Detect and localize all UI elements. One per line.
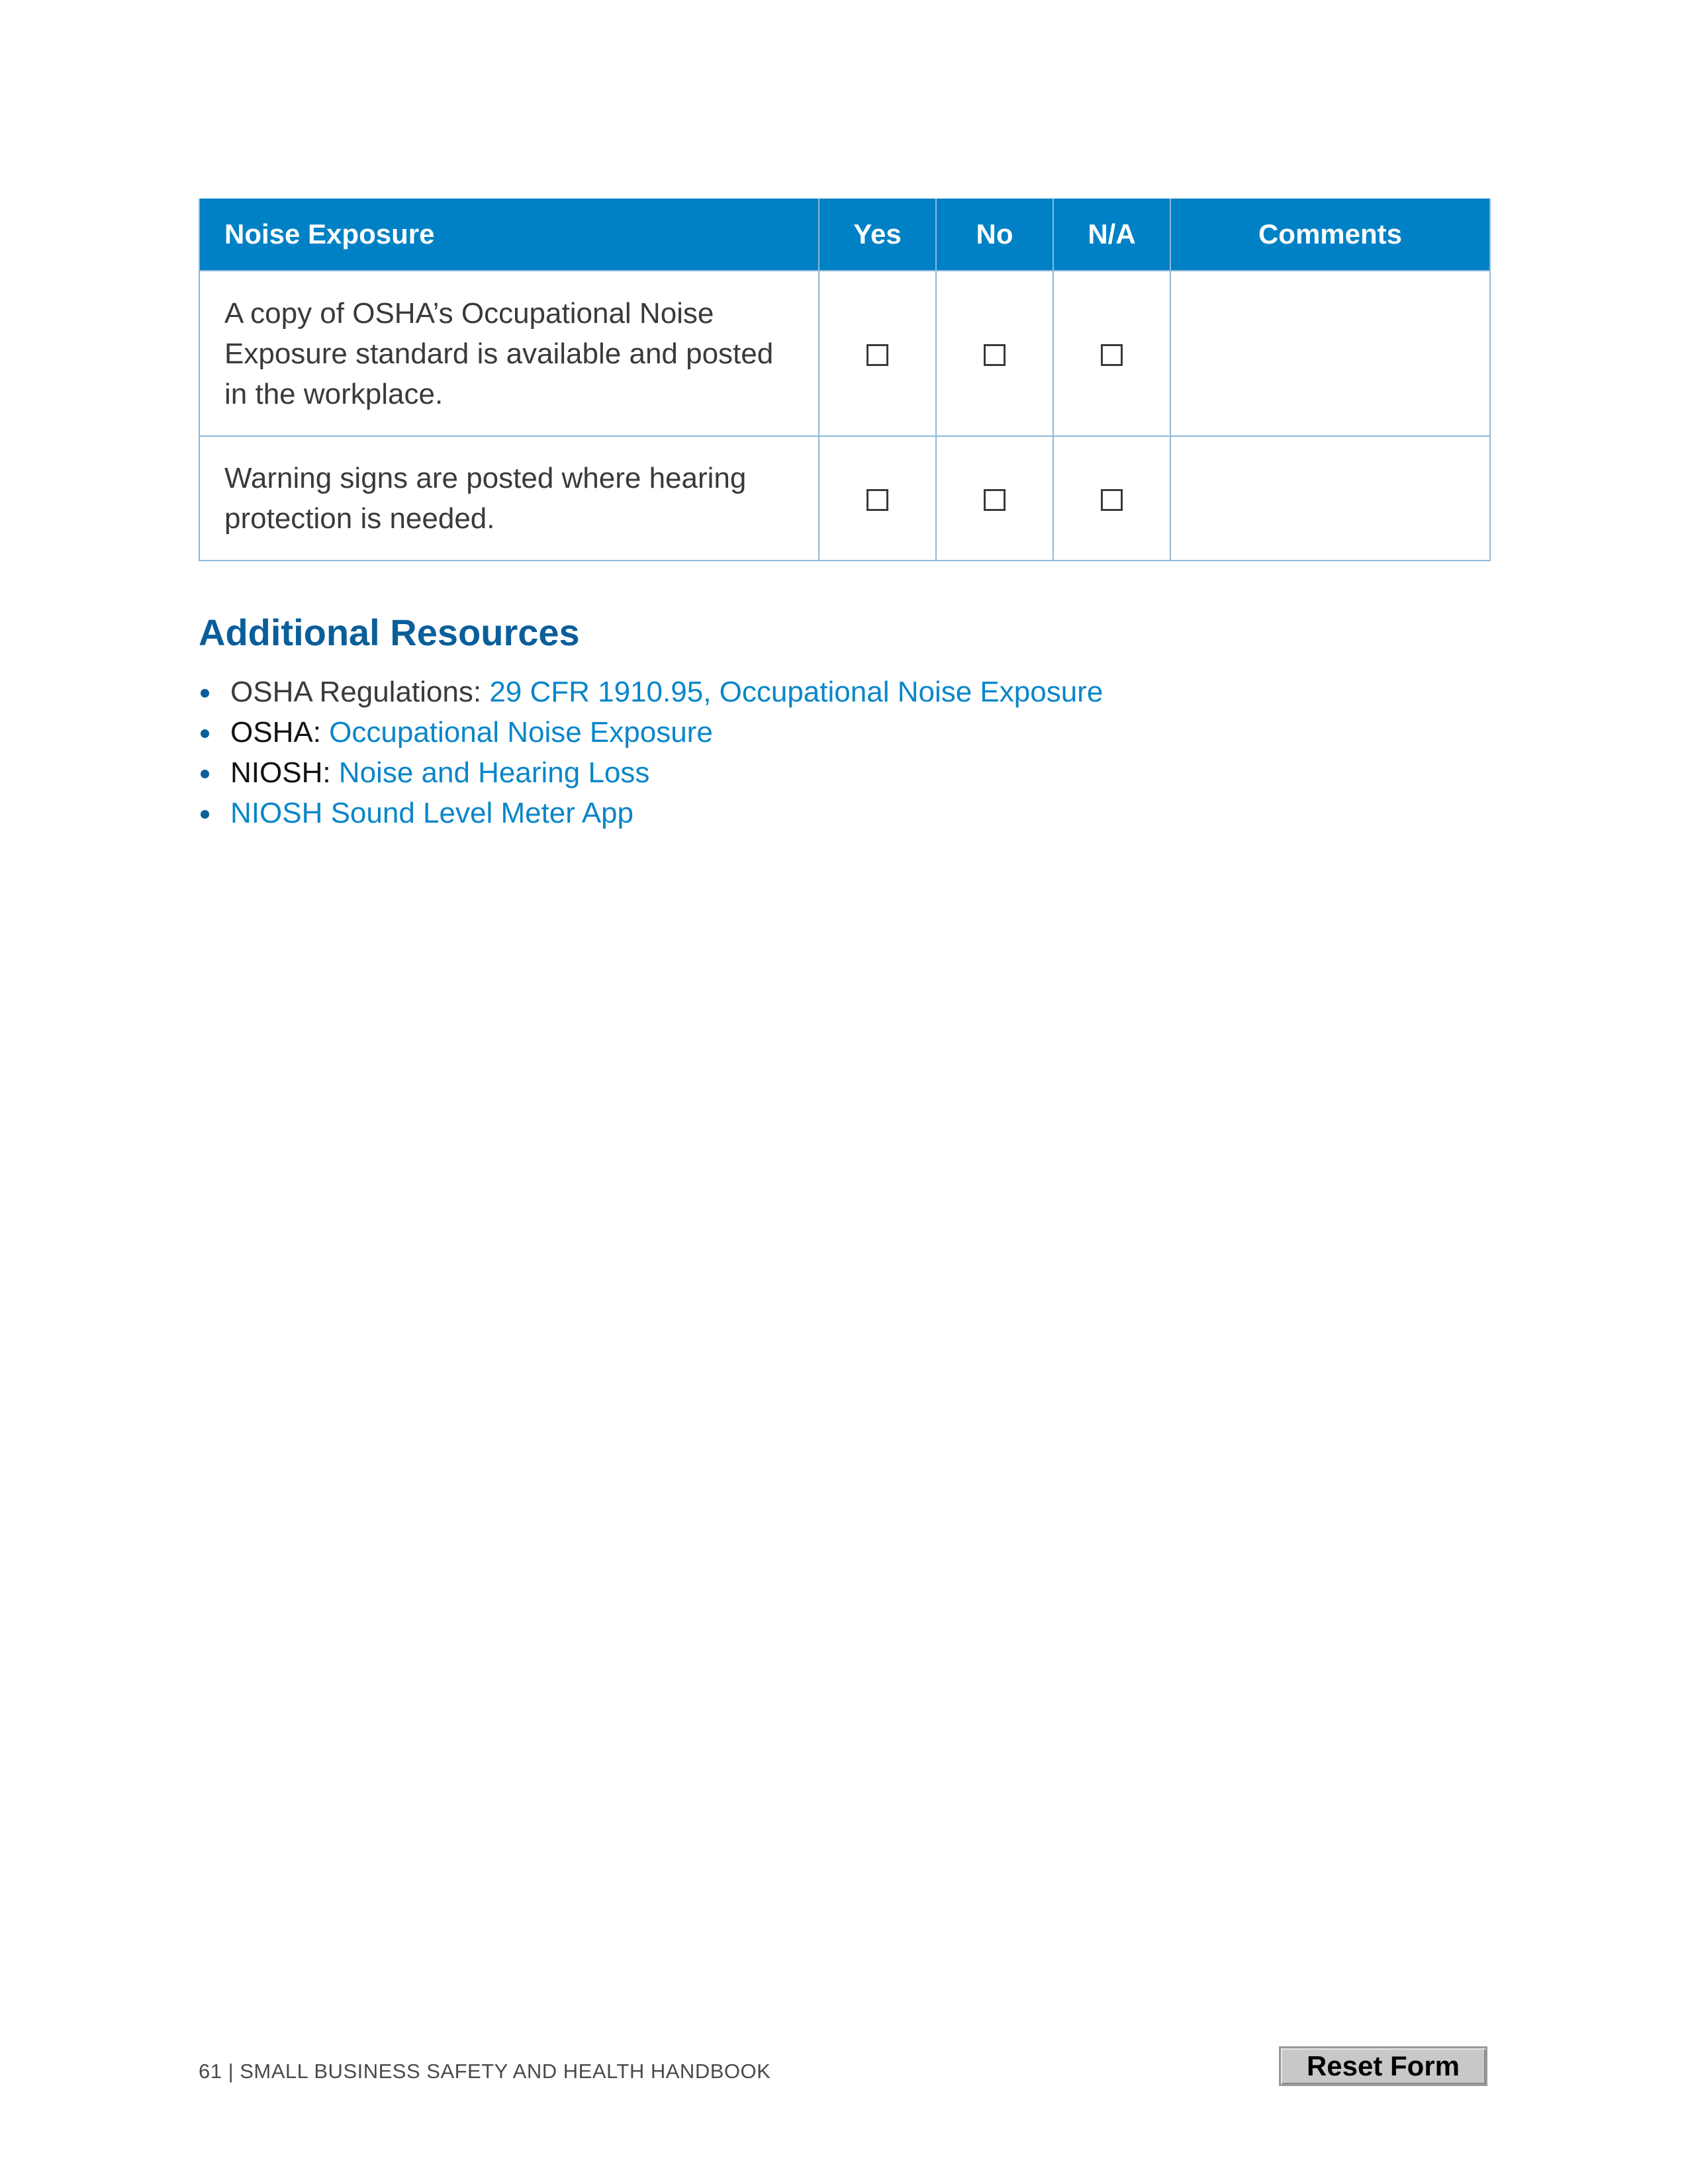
resource-label: OSHA Regulations: [230,676,490,708]
reset-form-button[interactable]: Reset Form [1279,2046,1487,2086]
additional-resources-heading: Additional Resources [199,612,580,653]
bullet-icon [201,770,209,778]
yes-cell [819,436,936,561]
checklist-item-text: Warning signs are posted where hearing protection is needed. [199,436,819,561]
table-row [199,436,1490,561]
column-header-yes: Yes [819,199,936,271]
na-checkbox[interactable] [1101,489,1123,511]
comments-field[interactable] [1171,271,1489,435]
no-cell [936,271,1053,436]
bullet-icon [201,810,209,819]
yes-checkbox[interactable] [867,344,888,366]
yes-cell [819,271,936,436]
na-cell [1053,436,1170,561]
no-checkbox[interactable] [984,344,1006,366]
yes-checkbox[interactable] [867,489,888,511]
list-item [199,672,1103,712]
list-item [199,712,1103,752]
no-checkbox[interactable] [984,489,1006,511]
comments-cell [1170,436,1490,561]
resource-label: NIOSH: [230,756,339,789]
bullet-icon [201,689,209,698]
bullet-icon [201,729,209,738]
column-header-no: No [936,199,1053,271]
noise-exposure-checklist-table [199,199,1491,561]
column-header-noise-exposure: Noise Exposure [199,199,819,271]
no-cell [936,436,1053,561]
resources-list [199,672,1103,833]
resource-link-osha-regulations[interactable]: 29 CFR 1910.95, Occupational Noise Exposure [489,676,1103,708]
comments-cell [1170,271,1490,436]
resource-link-niosh-hearing-loss[interactable]: Noise and Hearing Loss [338,756,650,789]
na-checkbox[interactable] [1101,344,1123,366]
list-item [199,793,1103,833]
na-cell [1053,271,1170,436]
checklist-item-text: A copy of OSHA’s Occupational Noise Exposure standard is available and posted in the workplace. [199,271,819,436]
resource-label: OSHA: [230,716,330,749]
list-item [199,752,1103,793]
column-header-comments: Comments [1170,199,1490,271]
resource-link-niosh-sound-meter-app[interactable]: NIOSH Sound Level Meter App [230,797,633,829]
comments-field[interactable] [1171,437,1489,560]
table-header-row [199,199,1490,271]
page-footer: 61 | SMALL BUSINESS SAFETY AND HEALTH HANDBOOK [199,2060,771,2083]
resource-link-osha-noise[interactable]: Occupational Noise Exposure [329,716,713,749]
table-row [199,271,1490,436]
column-header-na: N/A [1053,199,1170,271]
